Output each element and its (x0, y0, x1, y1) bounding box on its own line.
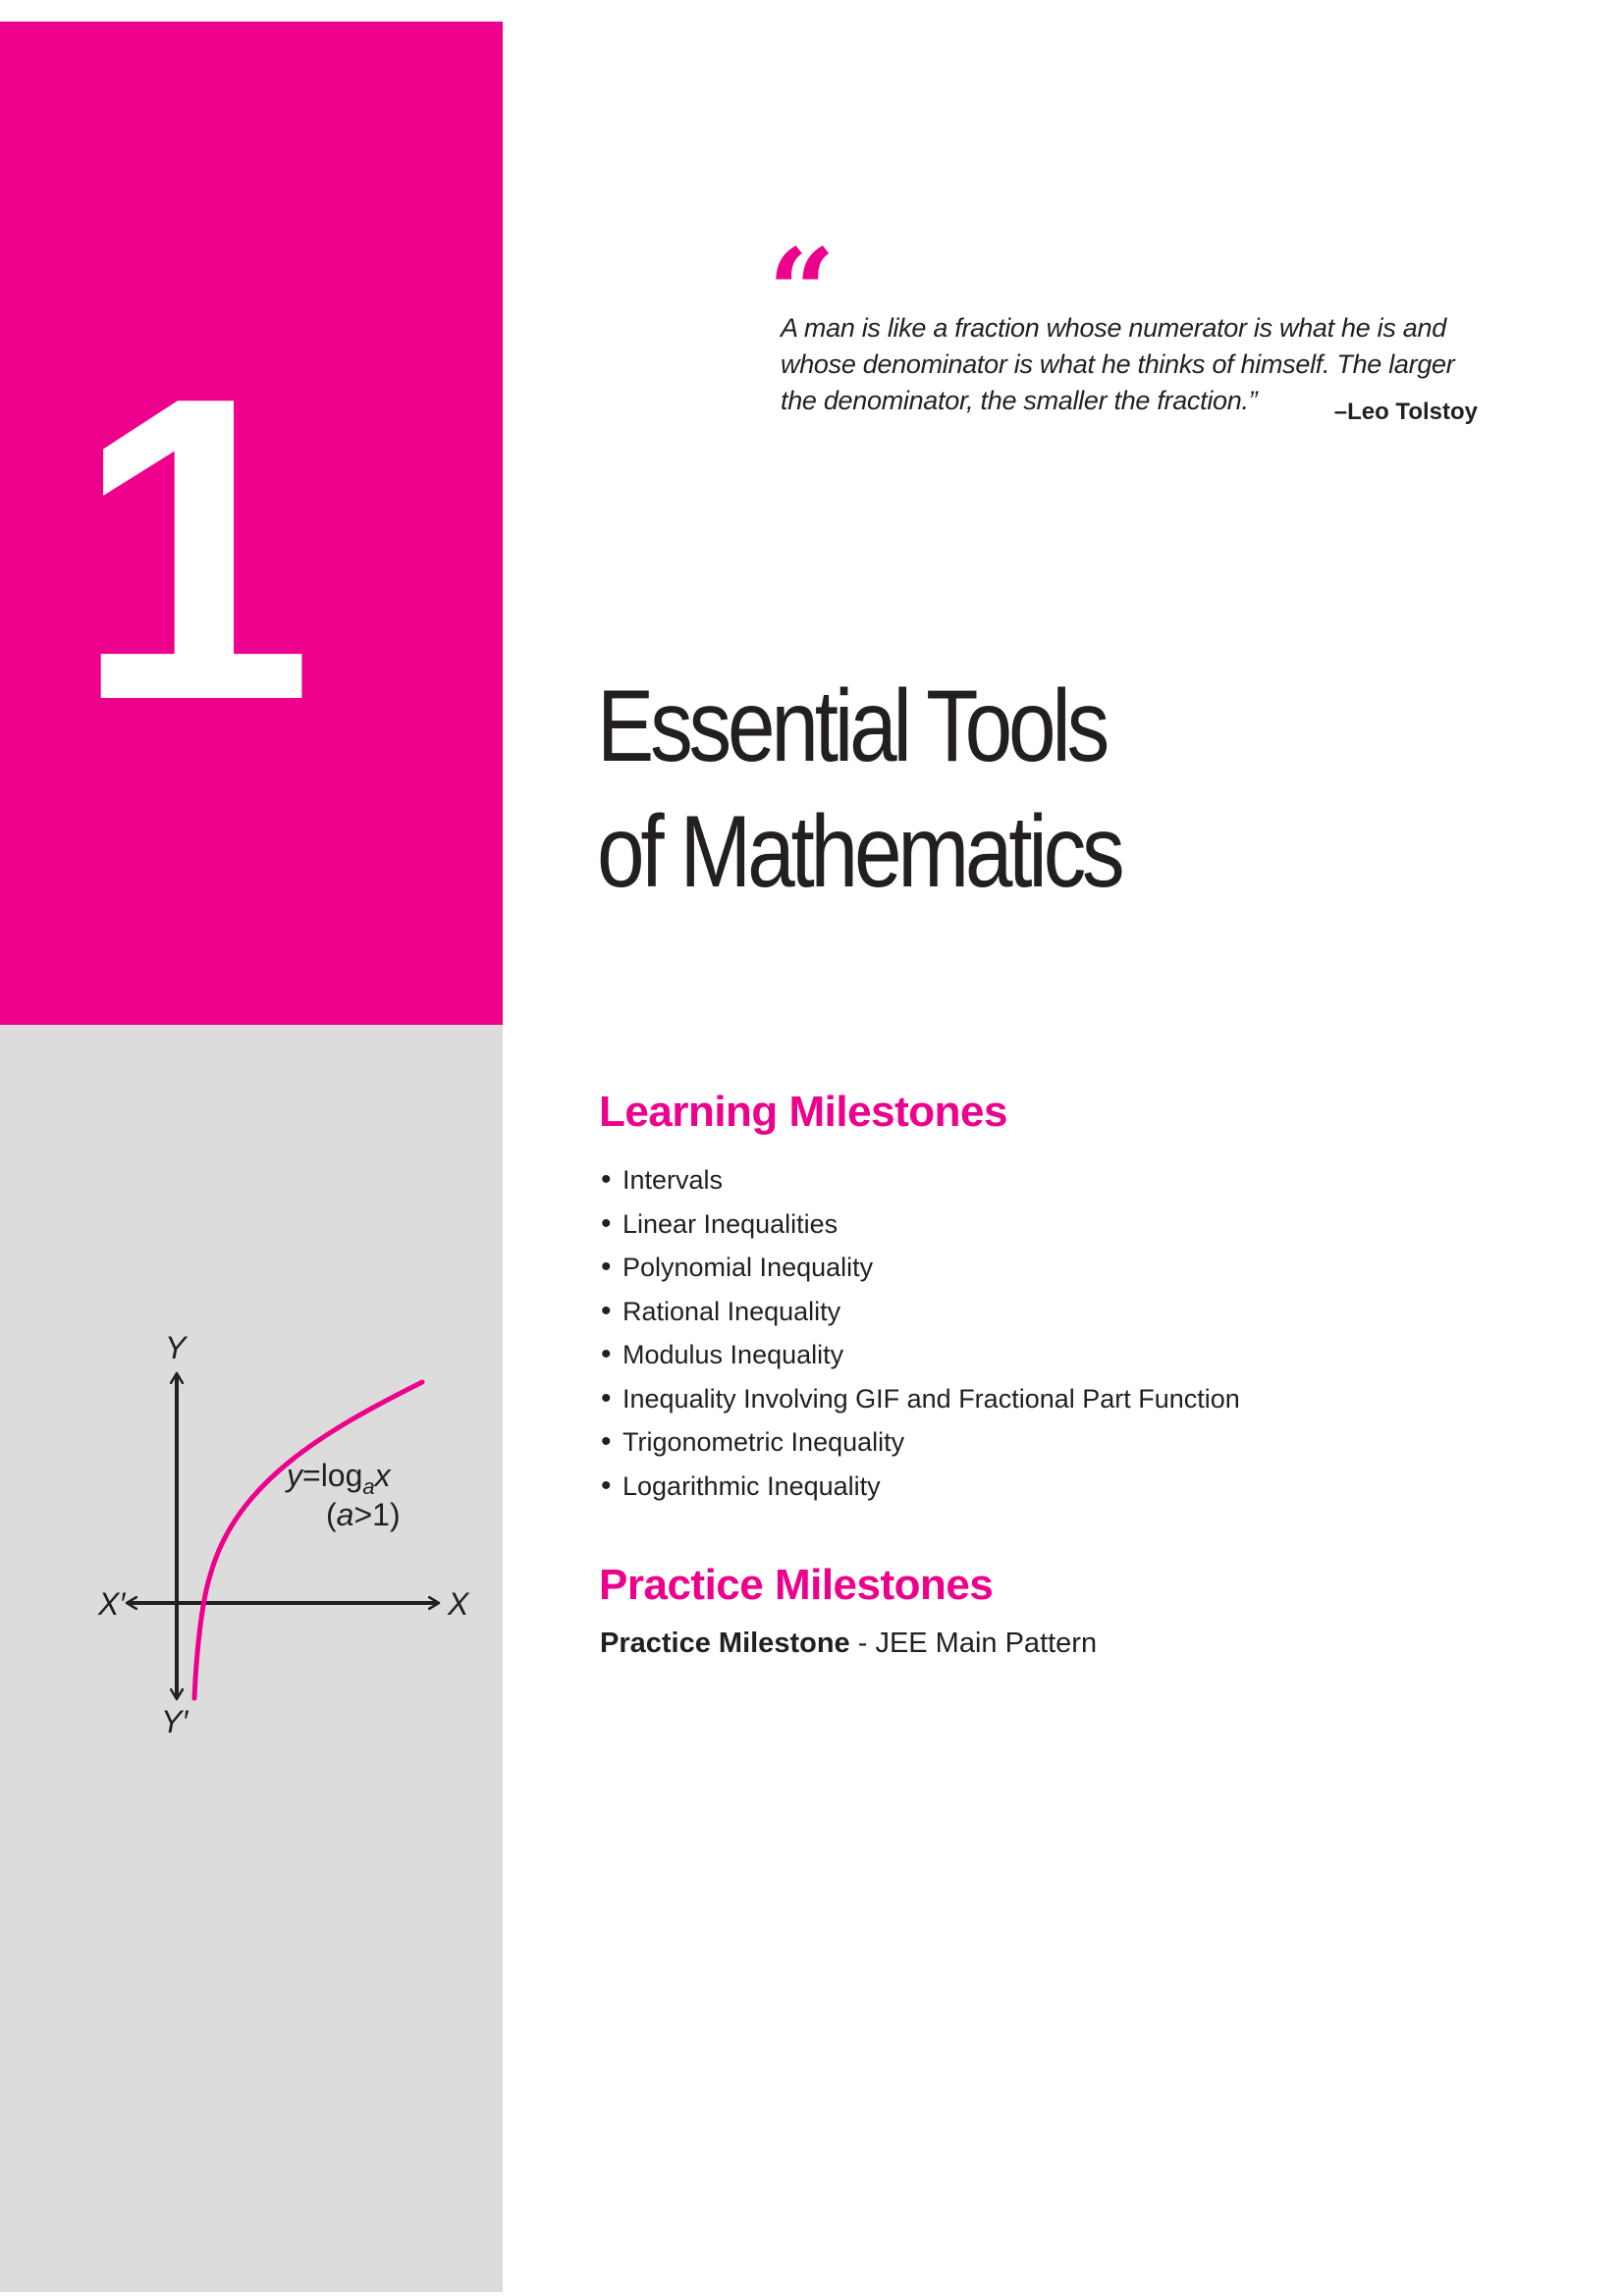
learning-milestones-list (601, 1158, 1240, 1508)
chapter-title-line: of Mathematics (597, 795, 1121, 909)
quote-line: the denominator, the smaller the fraction.” (781, 386, 1258, 415)
equation-log: =log (302, 1458, 363, 1493)
y-axis-negative-label: Y′ (161, 1704, 189, 1739)
curve-equation (285, 1458, 392, 1499)
condition-a: a (336, 1497, 354, 1532)
practice-milestones-heading: Practice Milestones (599, 1561, 994, 1609)
curve-condition (326, 1497, 401, 1532)
chapter-title-line: Essential Tools (597, 669, 1107, 783)
equation-y: y (287, 1458, 302, 1493)
condition-open: ( (326, 1497, 337, 1532)
practice-milestone-line (600, 1628, 1097, 1660)
y-axis-label: Y (165, 1330, 187, 1365)
practice-pattern: JEE Main Pattern (875, 1628, 1098, 1659)
x-axis-negative-label: X′ (98, 1586, 126, 1622)
list-item: • Polynomial Inequality (601, 1246, 1240, 1290)
chapter-title (597, 664, 1223, 915)
x-axis-label: X (448, 1586, 469, 1622)
practice-separator: - (849, 1628, 876, 1659)
chapter-number: 1 (74, 308, 304, 790)
equation-x: x (374, 1458, 391, 1493)
equation-base: a (362, 1474, 375, 1499)
learning-milestones-heading: Learning Milestones (599, 1088, 1007, 1136)
log-graph-illustration (88, 1325, 481, 1739)
list-item: • Modulus Inequality (601, 1333, 1240, 1377)
quote-line: A man is like a fraction whose numerator is what he is and (781, 313, 1446, 343)
practice-milestone-label: Practice Milestone (600, 1628, 850, 1659)
list-item: • Linear Inequalities (601, 1202, 1240, 1247)
list-item: • Intervals (601, 1158, 1240, 1202)
quote-line: whose denominator is what he thinks of himself. The larger (781, 349, 1455, 379)
list-item: • Inequality Involving GIF and Fractional Part Function (601, 1377, 1240, 1421)
condition-rest: >1) (353, 1497, 401, 1532)
list-item: • Rational Inequality (601, 1290, 1240, 1334)
quote-mark-icon: “ (768, 223, 837, 361)
list-item: • Trigonometric Inequality (601, 1420, 1240, 1465)
log-curve (194, 1382, 422, 1698)
quote-author: –Leo Tolstoy (1333, 399, 1478, 425)
list-item: • Logarithmic Inequality (601, 1465, 1240, 1509)
